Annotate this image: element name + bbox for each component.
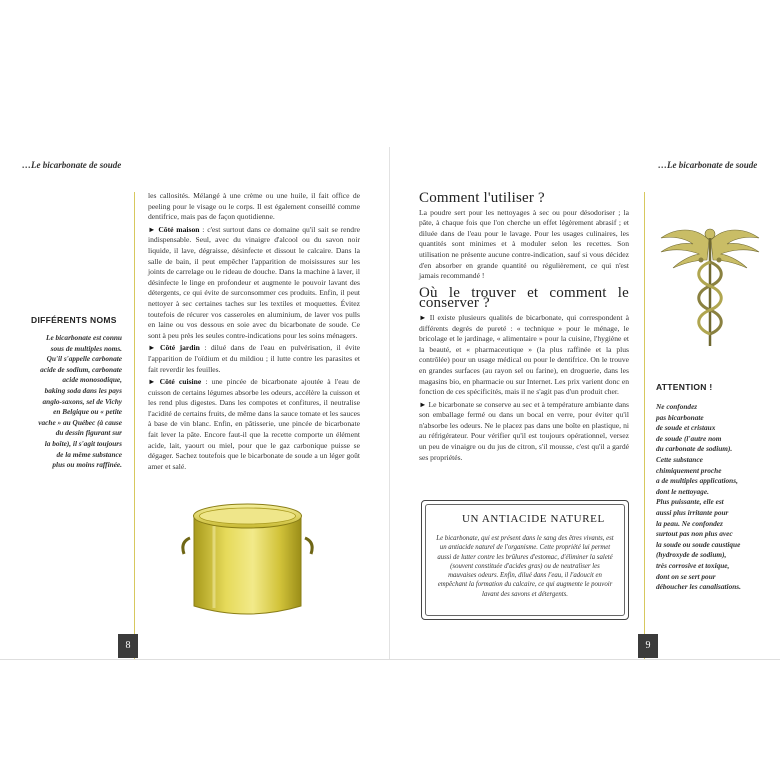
running-head-right: …Le bicarbonate de soude bbox=[658, 160, 758, 170]
margin-note-line: de soude et cristaux bbox=[656, 423, 716, 433]
bullet-arrow-icon: ► bbox=[148, 343, 156, 353]
margin-title-attention: ATTENTION ! bbox=[656, 382, 713, 392]
antacid-box-text: Le bicarbonate, qui est présent dans le sang des êtres vivants, est un antiacide naturel de l'organisme. Cette propriété lui permet aussi de lutter contre les brûlures d'estomac, d'éliminer la saleté (souvent constituée d'acides gras) ou de neutraliser les mauvaises odeurs. Enfin, dilué dans l'eau, il l'adoucit en empêchant la formation du calcaire, ce qui augmente le pouvoir lavant des savons et détergents. bbox=[436, 535, 614, 598]
margin-note-line: Plus puissante, elle est bbox=[656, 497, 724, 507]
margin-note-line: de la même substance bbox=[56, 449, 122, 459]
paragraph-qualities bbox=[419, 313, 629, 398]
margin-note-line: a de multiples applications, bbox=[656, 476, 738, 486]
margin-note-line: plus ou moins raffinée. bbox=[52, 460, 122, 470]
bullet-arrow-icon: ► bbox=[419, 312, 427, 322]
margin-note-line: pas bicarbonate bbox=[656, 412, 704, 422]
margin-note-line: dont on se sert pour bbox=[656, 571, 716, 581]
margin-note-line: la boîte), il s'agit toujours bbox=[44, 438, 122, 448]
paragraph-cuisine bbox=[148, 377, 360, 472]
margin-note-line: aussi plus irritante pour bbox=[656, 507, 729, 517]
paragraph-storage bbox=[419, 400, 629, 464]
text-storage: Le bicarbonate se conserve au sec et à température ambiante dans son emballage fermé ou dans un bocal en verre, pour éviter qu'il n'absorbe les odeurs. Ne le placez pas dans une boîte en plastique, ni au réfrigérateur. Pour vérifier qu'il est toujours opérationnel, versez un peu de vinaigre ou du jus de citron, s'il mousse, c'est qu'il a gardé ses propriétés. bbox=[419, 399, 629, 462]
bullet-arrow-icon: ► bbox=[148, 377, 156, 387]
margin-note-line: du carbonate de sodium). bbox=[656, 444, 733, 454]
margin-note-line: baking soda dans les pays bbox=[44, 385, 122, 395]
text-jardin: : dilué dans de l'eau en pulvérisation, il évite l'apparition de l'oïdium et du mildiou ; il lutte contre les parasites et fait reverdir les feuilles. bbox=[148, 343, 360, 374]
text-qualities: Il existe plusieurs qualités de bicarbonate, qui correspondent à différents degrés de pureté : « technique » pour le ménage, le bricolage et le jardinage, « alimentaire » pour la cuisine, l'hygiène et la beauté, et « pharmaceutique » (la plus raffinée et la plus contrôlée) pour un usage médical ou pour le dentifrice. On le trouve en grandes surfaces (au rayon sel ou farine), en droguerie, dans les magasins bio, en pharmacie ou sur Internet. Les prix varient donc en fonction de ces spécificités, mais il ne s'agit pas d'un produit cher. bbox=[419, 312, 629, 397]
cooking-pot-illustration bbox=[180, 496, 315, 626]
margin-note-line: sous de multiples noms. bbox=[50, 343, 122, 353]
margin-note-names bbox=[20, 333, 122, 471]
margin-note-line: acide monosodique, bbox=[62, 375, 122, 385]
bullet-arrow-icon: ► bbox=[148, 224, 156, 234]
right-margin-rule bbox=[644, 192, 645, 659]
lead-cuisine: Côté cuisine bbox=[159, 377, 202, 387]
margin-note-line: déboucher les canalisations. bbox=[656, 582, 741, 592]
margin-note-line: dont le nettoyage. bbox=[656, 486, 709, 496]
margin-note-line: vache » au Québec (à cause bbox=[38, 417, 122, 427]
caduceus-illustration bbox=[655, 222, 765, 350]
margin-note-line: chimiquement proche bbox=[656, 465, 722, 475]
margin-note-line: la soude ou soude caustique bbox=[656, 539, 741, 549]
antacid-box-title: UN ANTIACIDE NATUREL bbox=[462, 513, 605, 525]
margin-note-line: très corrosive et toxique, bbox=[656, 560, 730, 570]
page-number-right: 9 bbox=[638, 634, 658, 658]
lead-jardin: Côté jardin bbox=[159, 343, 200, 353]
page-bottom-edge bbox=[0, 659, 780, 660]
lead-maison: Côté maison bbox=[158, 224, 200, 234]
margin-note-line: Cette substance bbox=[656, 454, 703, 464]
margin-note-line: (hydroxyde de sodium), bbox=[656, 550, 727, 560]
margin-note-line: de soude (l'autre nom bbox=[656, 433, 722, 443]
paragraph-usage: La poudre sert pour les nettoyages à sec ou pour désodoriser ; la pâte, à chaque fois que l'on cherche un effet légèrement abrasif ; et diluée dans de l'eau pour le lavage. Pour les usages culinaires, les quantités sont minimes et à moduler selon les recettes. Son utilisation ne présente aucune contre-indication, sauf si vous décidez d'en absorber en grande quantité ou régulièrement, ce qui n'est jamais recommandé ! bbox=[419, 207, 629, 281]
heading-how-to-use: Comment l'utiliser ? bbox=[419, 190, 545, 206]
margin-note-line: surtout pas non plus avec bbox=[656, 529, 733, 539]
margin-note-line: en Belgique ou « petite bbox=[53, 407, 122, 417]
antacid-box bbox=[421, 500, 629, 620]
heading-where-to-find: Où le trouver et comment le conserver ? bbox=[419, 284, 629, 312]
left-margin-rule bbox=[134, 192, 135, 659]
paragraph-jardin bbox=[148, 343, 360, 375]
text-cuisine: : une pincée de bicarbonate ajoutée à l'eau de cuisson de certains légumes absorbe les odeurs, accélère la cuisson et les rend plus digestes. Dans les compotes et confitures, il neutralise l'acidité de certains fruits, de même dans la sauce tomate et les sauces à base de vin blanc. Enfin, en pâtisserie, une pincée de bicarbonate fait lever la pâte. Encore faut-il que la recette comporte un élément acide, lait, yaourt ou miel, pour que le gaz carbonique puisse se dégager. Sachez toutefois que le bicarbonate de soude a un léger goût amer et salé. bbox=[148, 377, 360, 471]
paragraph-maison bbox=[148, 225, 360, 342]
bullet-arrow-icon: ► bbox=[419, 399, 427, 409]
margin-note-line: la peau. Ne confondez bbox=[656, 518, 723, 528]
margin-note-line: Qu'il s'appelle carbonate bbox=[46, 354, 122, 364]
margin-note-line: acide de sodium, carbonate bbox=[40, 364, 122, 374]
margin-note-line: anglo-saxons, sel de Vichy bbox=[42, 396, 122, 406]
margin-note-line: Le bicarbonate est connu bbox=[45, 333, 122, 342]
margin-title-names: DIFFÉRENTS NOMS bbox=[31, 315, 117, 325]
margin-note-line: du dessin figurant sur bbox=[55, 428, 122, 438]
intro-paragraph: les callosités. Mélangé à une crème ou une huile, il fait office de peeling pour le visage ou le corps. Il est également conseillé comme dentifrice, mais pas de façon quotidienne. bbox=[148, 191, 360, 222]
running-head-left: …Le bicarbonate de soude bbox=[22, 160, 122, 170]
page-number-left: 8 bbox=[118, 634, 138, 658]
text-maison: : c'est surtout dans ce domaine qu'il sait se rendre indispensable. Seul, avec du vinaigre d'alcool ou du savon noir liquide, il lave, dégraisse, désinfecte et dissout le calcaire. Dans la salle de bain, il peut empêcher l'apparition de moisissures sur les joints de carrelage ou le rideau de douche. Dans la machine à laver, il désinfecte le linge en profondeur et augmente le pouvoir lavant des détergents, ce qui évite de surconsommer ces produits. Enfin, il peut nettoyer à sec certaines taches sur les textiles et moquettes. Évitez toutefois de récurer vos casseroles en aluminium, de laver vos pulls en laine ou vos dessous en soie avec du bicarbonate de soude. Ce sont à peu près les seules contre-indications pour les soins ménagers. bbox=[148, 224, 360, 340]
margin-note-line: Ne confondez bbox=[656, 402, 698, 411]
left-text-column bbox=[148, 191, 360, 474]
margin-note-attention bbox=[656, 402, 774, 593]
right-text-column bbox=[419, 190, 629, 465]
